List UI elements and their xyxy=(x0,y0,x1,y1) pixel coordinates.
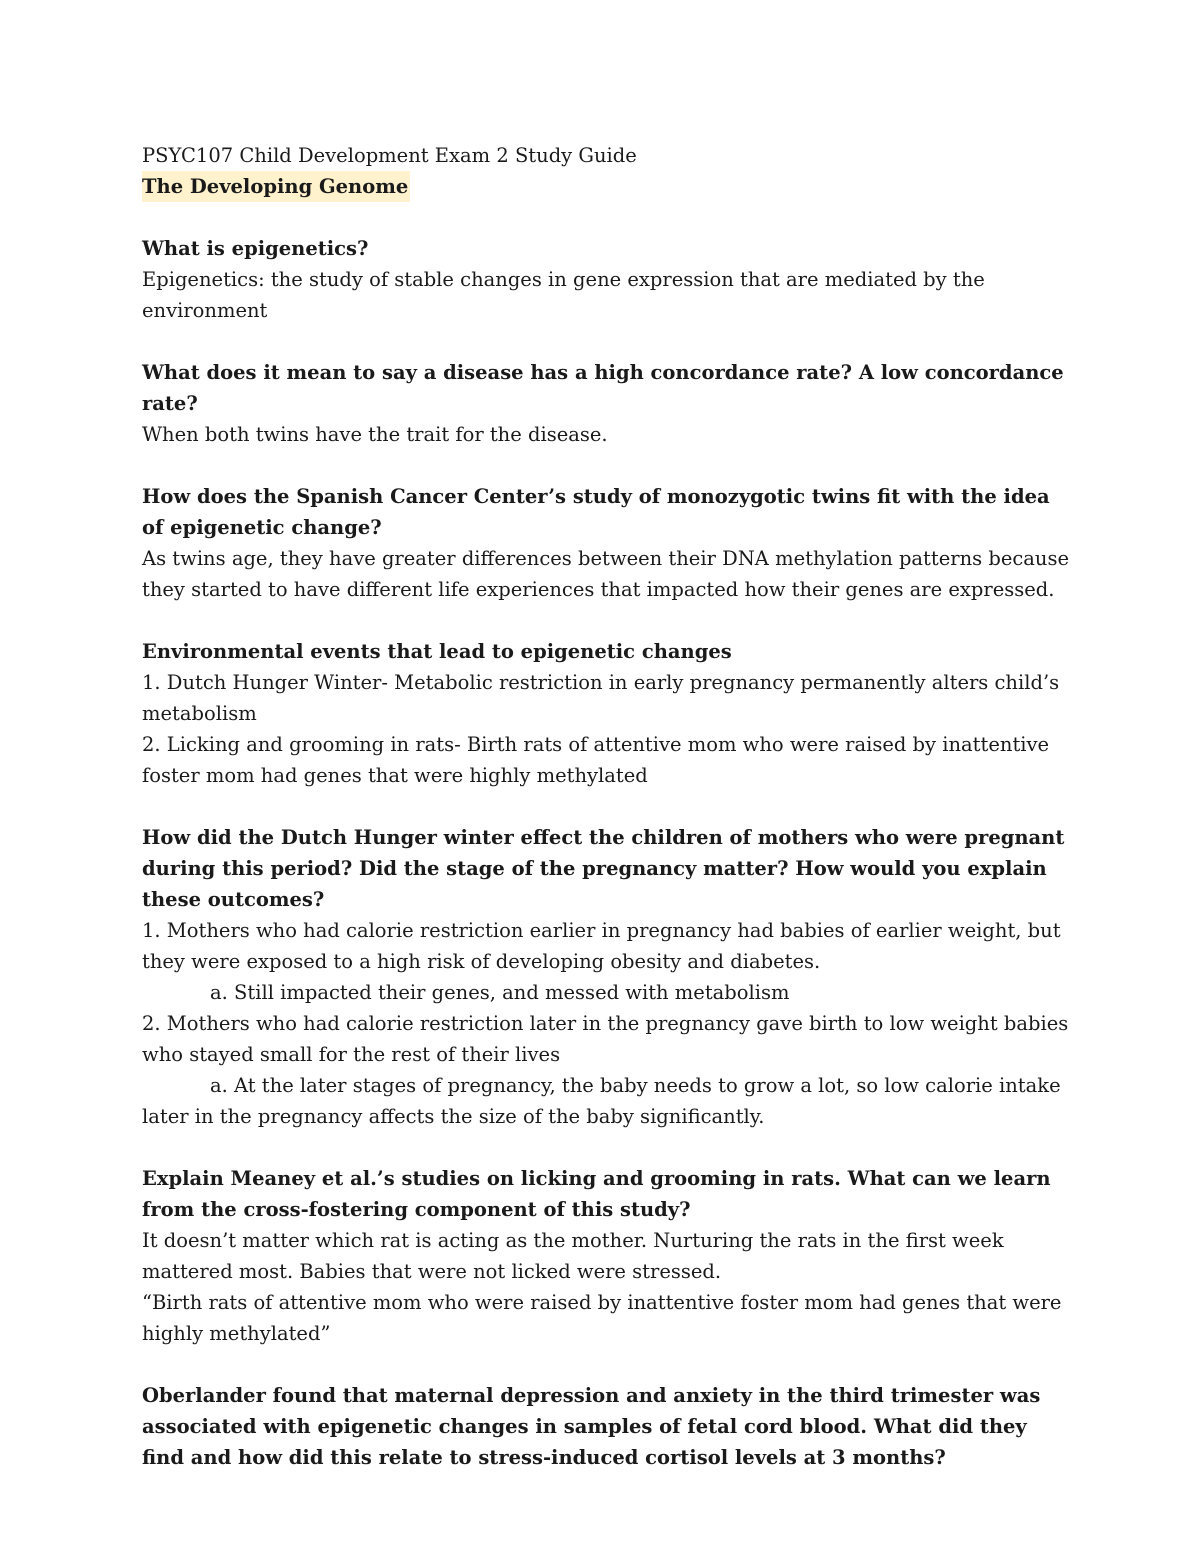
answer-early-restriction-sub: a. Still impacted their genes, and messed with metabolism xyxy=(210,981,790,1004)
answer-early-restriction: 1. Mothers who had calorie restriction earlier in pregnancy had babies of earlier weight, but they were exposed to a high risk of developing obesity and diabetes. xyxy=(142,919,1061,973)
answer-meaney-mother: It doesn’t matter which rat is acting as the mother. Nurturing the rats in the first week mattered most. Babies that were not licked were stressed. xyxy=(142,1229,1004,1283)
answer-licking-grooming: 2. Licking and grooming in rats- Birth rats of attentive mom who were raised by inattentive foster mom had genes that were highly methylated xyxy=(142,733,1050,787)
document-page xyxy=(142,140,1072,1473)
answer-late-restriction: 2. Mothers who had calorie restriction later in the pregnancy gave birth to low weight babies who stayed small for the rest of their lives xyxy=(142,1012,1069,1066)
answer-concordance: When both twins have the trait for the disease. xyxy=(142,423,608,446)
question-meaney-studies: Explain Meaney et al.’s studies on licking and grooming in rats. What can we learn from the cross-fostering component of this study? xyxy=(142,1167,1051,1221)
question-oberlander: Oberlander found that maternal depression and anxiety in the third trimester was associated with epigenetic changes in samples of fetal cord blood. What did they find and how did this relate to stress-induced cortisol levels at 3 months? xyxy=(142,1384,1041,1469)
answer-late-restriction-sub xyxy=(142,1070,1072,1132)
answer-late-restriction-sub-text: a. At the later stages of pregnancy, the baby needs to grow a lot, so low calorie intake later in the pregnancy affects the size of the baby significantly. xyxy=(142,1074,1061,1128)
answer-dutch-hunger-winter: 1. Dutch Hunger Winter- Metabolic restriction in early pregnancy permanently alters child’s metabolism xyxy=(142,671,1060,725)
question-concordance: What does it mean to say a disease has a high concordance rate? A low concordance rate? xyxy=(142,361,1064,415)
document-title: PSYC107 Child Development Exam 2 Study Guide xyxy=(142,144,637,167)
question-epigenetics: What is epigenetics? xyxy=(142,237,369,260)
answer-spanish-cancer-center: As twins age, they have greater differences between their DNA methylation patterns because they started to have different life experiences that impacted how their genes are expressed. xyxy=(142,547,1070,601)
answer-meaney-quote: “Birth rats of attentive mom who were raised by inattentive foster mom had genes that were highly methylated” xyxy=(142,1291,1062,1345)
answer-epigenetics: Epigenetics: the study of stable changes in gene expression that are mediated by the environment xyxy=(142,268,985,322)
question-environmental-events: Environmental events that lead to epigenetic changes xyxy=(142,640,732,663)
question-dutch-hunger-effects: How did the Dutch Hunger winter effect the children of mothers who were pregnant during this period? Did the stage of the pregnancy matter? How would you explain these outcomes? xyxy=(142,826,1065,911)
question-spanish-cancer-center: How does the Spanish Cancer Center’s study of monozygotic twins fit with the idea of epigenetic change? xyxy=(142,485,1050,539)
section-heading: The Developing Genome xyxy=(142,171,410,202)
